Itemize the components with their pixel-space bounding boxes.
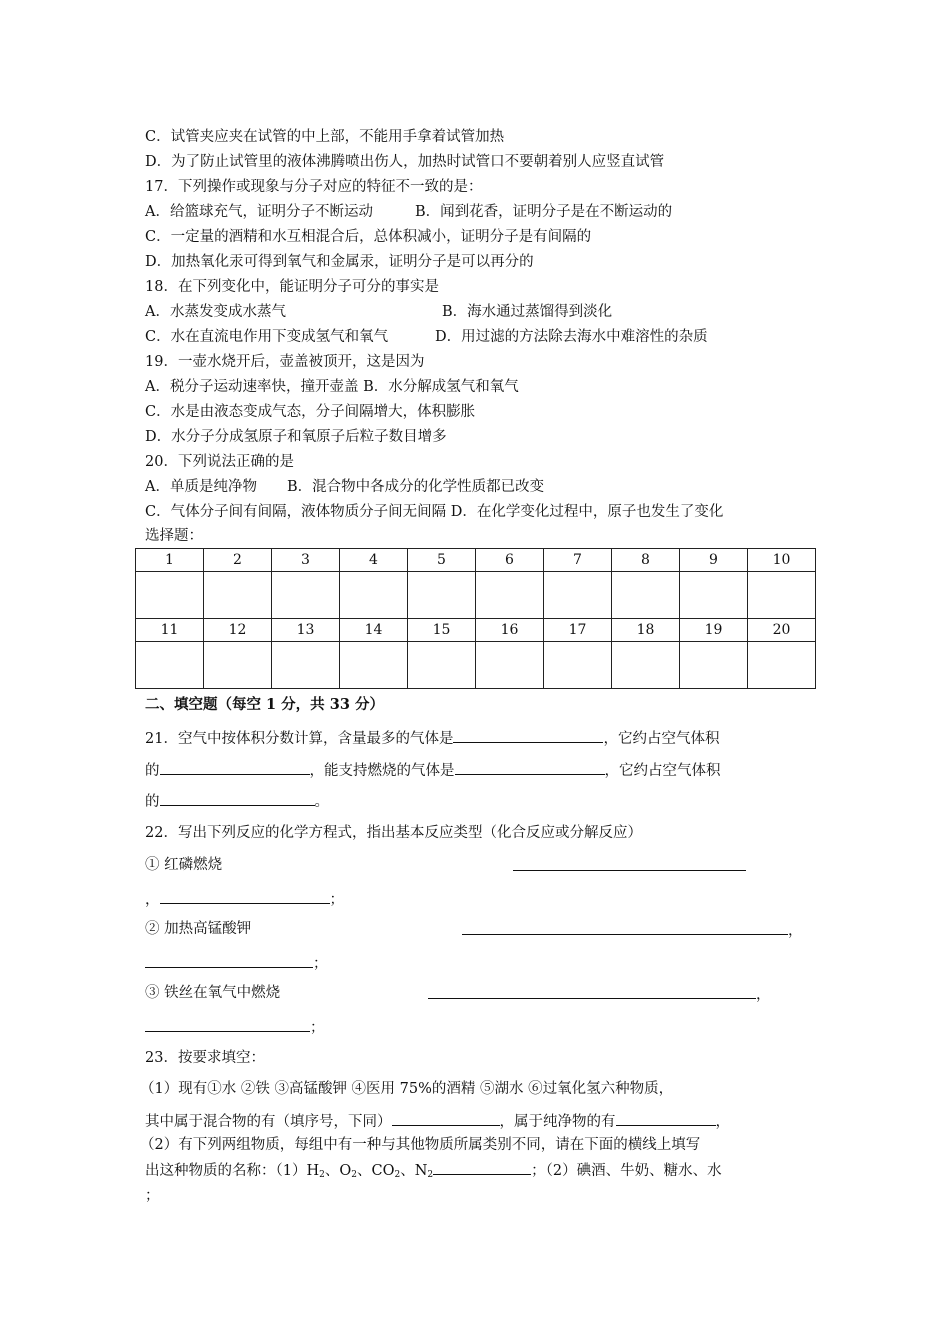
answer-cell[interactable] — [136, 642, 204, 689]
answer-cell[interactable] — [408, 572, 476, 619]
answer-cell[interactable] — [272, 572, 340, 619]
q18-stem: 18．在下列变化中，能证明分子可分的事实是 — [145, 279, 439, 295]
answer-number: 1 — [136, 549, 204, 572]
mixture-blank[interactable] — [392, 1111, 500, 1126]
equation-blank[interactable] — [462, 920, 788, 935]
q20-option-a: A．单质是纯净物 — [145, 479, 257, 495]
answer-number: 3 — [272, 549, 340, 572]
answer-cell[interactable] — [340, 572, 408, 619]
answer-cell[interactable] — [204, 642, 272, 689]
q21-text-d: ，能支持燃烧的气体是 — [309, 763, 455, 779]
answer-number: 19 — [680, 619, 748, 642]
q17-option-c: C．一定量的酒精和水互相混合后，总体积减小，证明分子是有间隔的 — [145, 229, 592, 245]
answer-number: 4 — [340, 549, 408, 572]
answer-cell[interactable] — [272, 642, 340, 689]
q21-text-c: 的 — [145, 763, 160, 779]
answer-blank[interactable] — [160, 791, 315, 806]
q22-item1-type-line — [145, 889, 344, 909]
q17-stem: 17．下列操作或现象与分子对应的特征不一致的是： — [145, 179, 483, 195]
semicolon: ； — [329, 892, 344, 908]
answer-row-numbers-2 — [136, 619, 816, 642]
q20-stem: 20．下列说法正确的是 — [145, 454, 294, 470]
q19-option-c: C．水是由液态变成气态，分子间隔增大，体积膨胀 — [145, 404, 476, 420]
select-label: 选择题： — [145, 528, 203, 544]
answer-cell[interactable] — [748, 642, 816, 689]
q23-part2: （2）有下列两组物质，每组中有一种与其他物质所属类别不同，请在下面的横线上填写 — [140, 1137, 701, 1153]
subscript: 2 — [319, 1170, 325, 1180]
q23-group1-text: 出这种物质的名称：（1）H — [145, 1163, 320, 1179]
q22-item3-label: ③ 铁丝在氧气中燃烧 — [145, 985, 281, 1001]
q19-options-ab: A．税分子运动速率快，撞开壶盖 B．水分解成氢气和氧气 — [145, 379, 519, 395]
answer-cell[interactable] — [680, 572, 748, 619]
q23-stem: 23．按要求填空： — [145, 1050, 265, 1066]
q16-option-c: C．试管夹应夹在试管的中上部，不能用手拿着试管加热 — [145, 129, 505, 145]
answer-table — [135, 548, 816, 689]
q22-item2-equation-line — [462, 920, 803, 940]
q17-option-a: A．给篮球充气，证明分子不断运动 — [145, 204, 373, 220]
answer-number: 2 — [204, 549, 272, 572]
answer-cell[interactable] — [680, 642, 748, 689]
q19-stem: 19．一壶水烧开后，壶盖被顶开，这是因为 — [145, 354, 425, 370]
q18-options-cd — [145, 328, 708, 346]
answer-cell[interactable] — [340, 642, 408, 689]
q23-part1-answers — [145, 1111, 730, 1131]
answer-row-numbers-1 — [136, 549, 816, 572]
answer-number: 6 — [476, 549, 544, 572]
answer-cell[interactable] — [612, 642, 680, 689]
subscript: 2 — [351, 1170, 357, 1180]
answer-number: 7 — [544, 549, 612, 572]
pure-blank[interactable] — [616, 1111, 716, 1126]
answer-number: 13 — [272, 619, 340, 642]
q23-group2-text: ；（2）碘酒、牛奶、糖水、水 — [531, 1163, 722, 1179]
answer-blank[interactable] — [453, 728, 603, 743]
equation-blank[interactable] — [513, 856, 746, 871]
q22-item2-type-line — [145, 953, 328, 973]
subscript: 2 — [394, 1170, 401, 1180]
q20-options-ab — [145, 478, 544, 496]
section-title: 二、填空题（每空 1 分，共 33 分） — [145, 696, 384, 713]
q22-item3-equation-line — [428, 984, 771, 1004]
answer-blank[interactable] — [160, 760, 310, 775]
answer-cell[interactable] — [136, 572, 204, 619]
q23-pure-label: ，属于纯净物的有 — [499, 1114, 616, 1130]
answer-number: 8 — [612, 549, 680, 572]
answer-cell[interactable] — [544, 572, 612, 619]
q21-line1 — [145, 728, 719, 748]
answer-cell[interactable] — [544, 642, 612, 689]
equation-blank[interactable] — [428, 984, 756, 999]
subscript: 2 — [427, 1170, 434, 1180]
comma: ， — [756, 987, 771, 1003]
q22-item1-label: ① 红磷燃烧 — [145, 857, 223, 873]
answer-number: 10 — [748, 549, 816, 572]
type-blank[interactable] — [145, 953, 313, 968]
answer-number: 20 — [748, 619, 816, 642]
q20-option-b: B．混合物中各成分的化学性质都已改变 — [286, 479, 545, 495]
q23-part2-answers — [145, 1160, 722, 1184]
q20-options-cd: C．气体分子间有间隔，液体物质分子间无间隔 D．在化学变化过程中，原子也发生了变化 — [145, 504, 724, 520]
q17-option-b: B．闻到花香，证明分子是在不断运动的 — [414, 204, 673, 220]
q21-text-f: 的 — [145, 794, 160, 810]
comma: ， — [145, 892, 160, 908]
q21-text-g: 。 — [314, 794, 329, 810]
q22-item2-label: ② 加热高锰酸钾 — [145, 921, 252, 937]
q19-option-d: D．水分子分成氢原子和氧原子后粒子数目增多 — [145, 429, 447, 445]
semicolon: ； — [310, 1020, 325, 1036]
answer-number: 16 — [476, 619, 544, 642]
q18-options-ab — [145, 303, 612, 321]
q23-group1-text: 、O — [324, 1163, 352, 1179]
trailing-semicolon: ； — [145, 1188, 160, 1204]
answer-cell[interactable] — [748, 572, 816, 619]
type-blank[interactable] — [160, 889, 330, 904]
answer-blank[interactable] — [455, 760, 605, 775]
q21-text-e: ，它约占空气体积 — [604, 763, 721, 779]
answer-number: 17 — [544, 619, 612, 642]
answer-row-blank-1 — [136, 572, 816, 619]
answer-cell[interactable] — [204, 572, 272, 619]
q21-text-a: 21．空气中按体积分数计算，含量最多的气体是 — [145, 731, 454, 747]
answer-cell[interactable] — [408, 642, 476, 689]
q21-line3 — [145, 791, 329, 811]
type-blank[interactable] — [145, 1017, 310, 1032]
answer-number: 11 — [136, 619, 204, 642]
answer-cell[interactable] — [476, 642, 544, 689]
answer-number: 9 — [680, 549, 748, 572]
q22-stem: 22．写出下列反应的化学方程式，指出基本反应类型（化合反应或分解反应） — [145, 825, 642, 841]
q16-option-d: D．为了防止试管里的液体沸腾喷出伤人，加热时试管口不要朝着别人应竖直试管 — [145, 154, 665, 170]
answer-number: 12 — [204, 619, 272, 642]
answer-number: 14 — [340, 619, 408, 642]
q23-mixture-label: 其中属于混合物的有（填序号，下同） — [145, 1114, 392, 1130]
q23-group1-text: 、N — [400, 1163, 428, 1179]
answer-number: 18 — [612, 619, 680, 642]
comma: ， — [715, 1114, 730, 1130]
answer-cell[interactable] — [476, 572, 544, 619]
q23-part1: （1）现有①水 ②铁 ③高锰酸钾 ④医用 75%的酒精 ⑤湖水 ⑥过氧化氢六种物质， — [140, 1081, 674, 1097]
group1-blank[interactable] — [433, 1160, 531, 1175]
answer-row-blank-2 — [136, 642, 816, 689]
q23-group1-text: 、CO — [356, 1163, 395, 1179]
q17-option-d: D．加热氧化汞可得到氧气和金属汞，证明分子是可以再分的 — [145, 254, 534, 270]
q18-option-c: C．水在直流电作用下变成氢气和氧气 — [145, 329, 389, 345]
answer-number: 5 — [408, 549, 476, 572]
comma: ， — [788, 923, 803, 939]
q18-option-a: A．水蒸发变成水蒸气 — [145, 304, 286, 320]
q21-line2 — [145, 760, 721, 780]
q22-item3-type-line — [145, 1017, 325, 1037]
answer-number: 15 — [408, 619, 476, 642]
q21-text-b: ，它约占空气体积 — [603, 731, 720, 747]
semicolon: ； — [313, 956, 328, 972]
answer-cell[interactable] — [612, 572, 680, 619]
q17-options-ab — [145, 203, 672, 221]
q18-option-b: B．海水通过蒸馏得到淡化 — [442, 304, 613, 320]
q18-option-d: D．用过滤的方法除去海水中难溶性的杂质 — [435, 329, 708, 345]
